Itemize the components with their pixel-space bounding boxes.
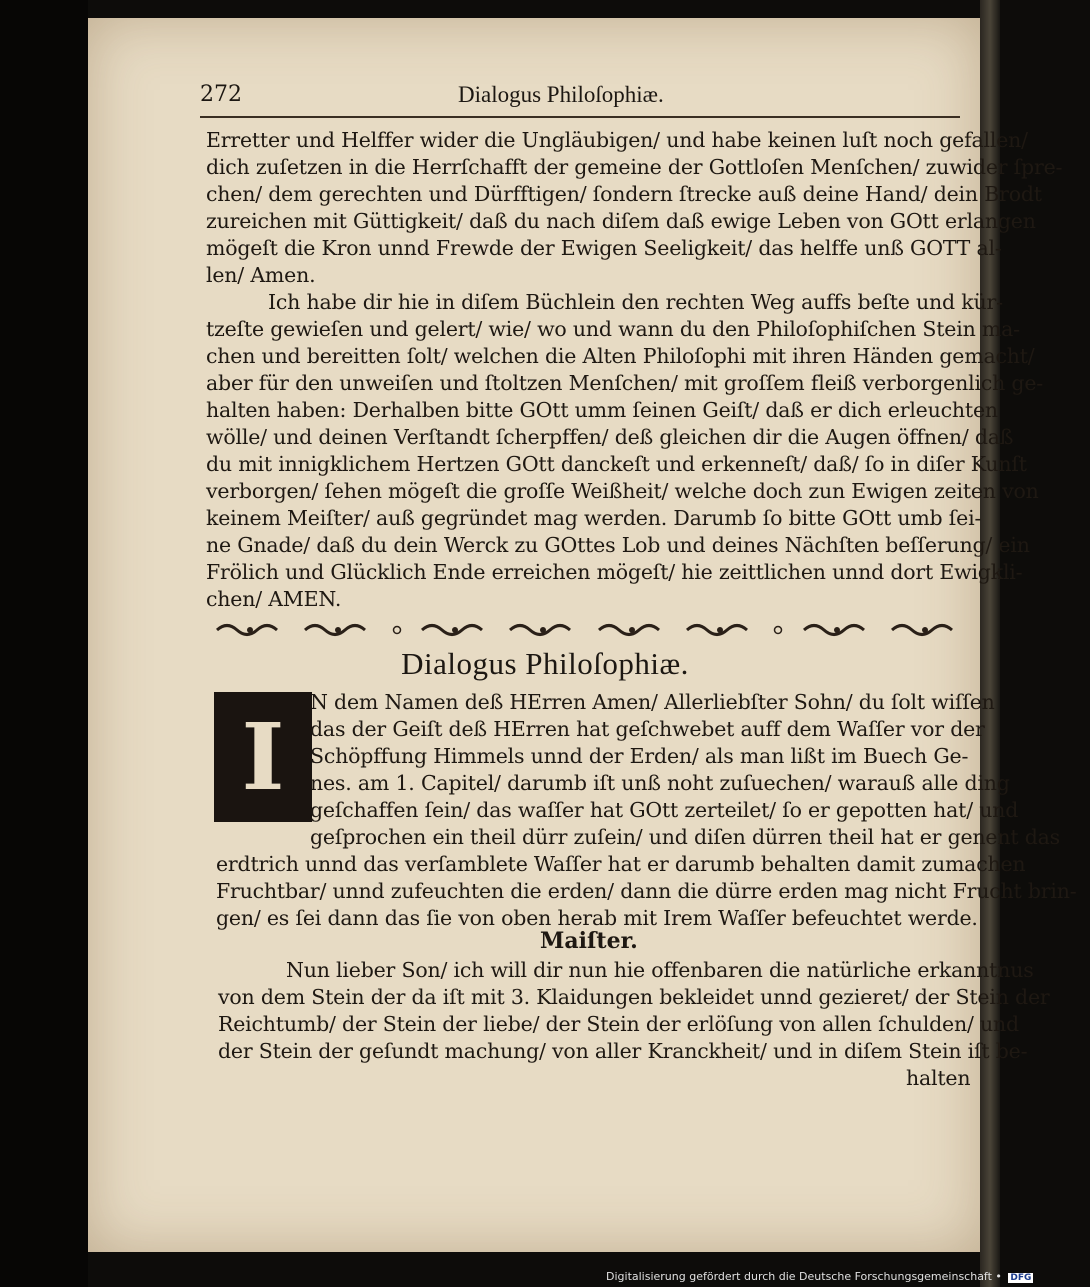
text-line: len/ Amen. <box>206 263 316 287</box>
speaker-label: Maiſter. <box>540 928 638 954</box>
text-line: chen/ dem gerechten und Dürfftigen/ ſondern ſtrecke auß deine Hand/ dein Brodt <box>206 182 1042 206</box>
text-line: der Stein der geſundt machung/ von aller Kranckheit/ und in diſem Stein iſt be- <box>218 1039 1028 1063</box>
text-line: das der Geiſt deß HErren hat geſchwebet auff dem Waſſer vor der <box>310 717 985 741</box>
text-line: dich zuſetzen in die Herrſchafft der gemeine der Gottloſen Menſchen/ zuwider ſpre- <box>206 155 1063 179</box>
text-line: mögeſt die Kron unnd Frewde der Ewigen Seeligkeit/ das helffe unß GOTT al- <box>206 236 1002 260</box>
text-line: Schöpffung Himmels unnd der Erden/ als man lißt im Buech Ge- <box>310 744 969 768</box>
scan-border-left <box>0 0 88 1287</box>
ornament-fleuron <box>420 621 490 639</box>
ornament-dot <box>773 625 783 635</box>
text-line: gen/ es ſei dann das ſie von oben herab mit Irem Waſſer befeuchtet werde. <box>216 906 978 930</box>
text-line: chen/ AMEN. <box>206 587 342 611</box>
ornament-fleuron <box>508 621 578 639</box>
header-rule <box>200 116 960 118</box>
text-line: Fruchtbar/ unnd zufeuchten die erden/ dann die dürre erden mag nicht Frucht brin- <box>216 879 1077 903</box>
catchword: halten <box>906 1066 971 1090</box>
ornament-divider <box>215 618 960 642</box>
text-line: ne Gnade/ daß du dein Werck zu GOttes Lob und deines Nächſten beſſerung/ ein <box>206 533 1030 557</box>
ornament-fleuron <box>802 621 872 639</box>
page-number: 272 <box>200 82 242 107</box>
section-heading: Dialogus Philoſophiæ. <box>401 646 689 681</box>
ornament-fleuron <box>303 621 373 639</box>
running-title: Dialogus Philoſophiæ. <box>458 82 664 107</box>
text-line: zureichen mit Güttigkeit/ daß du nach diſem daß ewige Leben von GOtt erlangen <box>206 209 1036 233</box>
ornament-fleuron <box>597 621 667 639</box>
dfg-logo: DFG <box>1010 1273 1032 1283</box>
text-line: wölle/ und deinen Verſtandt ſcherpffen/ deß gleichen dir die Augen öffnen/ daß <box>206 425 1014 449</box>
ornament-fleuron <box>890 621 960 639</box>
text-line: Erretter und Helffer wider die Ungläubigen/ und habe keinen luſt noch gefallen/ <box>206 128 1028 152</box>
text-line: Nun lieber Son/ ich will dir nun hie offenbaren die natürliche erkanntnus <box>286 958 1034 982</box>
text-line: geſchaffen ſein/ das waſſer hat GOtt zerteilet/ ſo er gepotten hat/ und <box>310 798 1019 822</box>
text-line: Reichtumb/ der Stein der liebe/ der Stein der erlöſung von allen ſchulden/ und <box>218 1012 1019 1036</box>
text-line: verborgen/ ſehen mögeſt die groſſe Weißheit/ welche doch zun Ewigen zeiten von <box>206 479 1039 503</box>
text-line: halten haben: Derhalben bitte GOtt umm ſeinen Geiſt/ daß er dich erleuchten <box>206 398 998 422</box>
text-line: Frölich und Glücklich Ende erreichen mögeſt/ hie zeittlichen unnd dort Ewigkli- <box>206 560 1023 584</box>
text-line: N dem Namen deß HErren Amen/ Allerliebſter Sohn/ du ſolt wiſſen <box>310 690 995 714</box>
text-line: nes. am 1. Capitel/ darumb iſt unß noht zuſuechen/ warauß alle ding <box>310 771 1010 795</box>
text-line: chen und bereitten ſolt/ welchen die Alten Philoſophi mit ihren Händen gemacht/ <box>206 344 1035 368</box>
text-line: von dem Stein der da iſt mit 3. Klaidungen bekleidet unnd gezieret/ der Stein der <box>218 985 1050 1009</box>
text-line: du mit innigklichem Hertzen GOtt danckeſt und erkenneſt/ daß/ ſo in diſer Kunſt <box>206 452 1027 476</box>
text-line: Ich habe dir hie in diſem Büchlein den rechten Weg auffs beſte und kür- <box>268 290 1003 314</box>
text-line: keinem Meiſter/ auß gegründet mag werden. Darumb ſo bitte GOtt umb ſei- <box>206 506 982 530</box>
credit-text: Digitalisierung gefördert durch die Deutsche Forschungsgemeinschaft • <box>606 1270 1002 1283</box>
page-header <box>200 82 960 116</box>
decorated-initial: I <box>214 692 312 822</box>
ornament-fleuron <box>685 621 755 639</box>
text-line: aber für den unweiſen und ſtoltzen Menſchen/ mit groſſem fleiß verborgenlich ge- <box>206 371 1044 395</box>
text-line: geſprochen ein theil dürr zuſein/ und diſen dürren theil hat er genent das <box>310 825 1060 849</box>
ornament-dot <box>392 625 402 635</box>
text-line: erdtrich unnd das verſamblete Waſſer hat er darumb behalten damit zumachen <box>216 852 1026 876</box>
digitization-credit <box>606 1270 1033 1283</box>
ornament-fleuron <box>215 621 285 639</box>
text-line: tzeſte gewieſen und gelert/ wie/ wo und wann du den Philoſophiſchen Stein ma- <box>206 317 1020 341</box>
